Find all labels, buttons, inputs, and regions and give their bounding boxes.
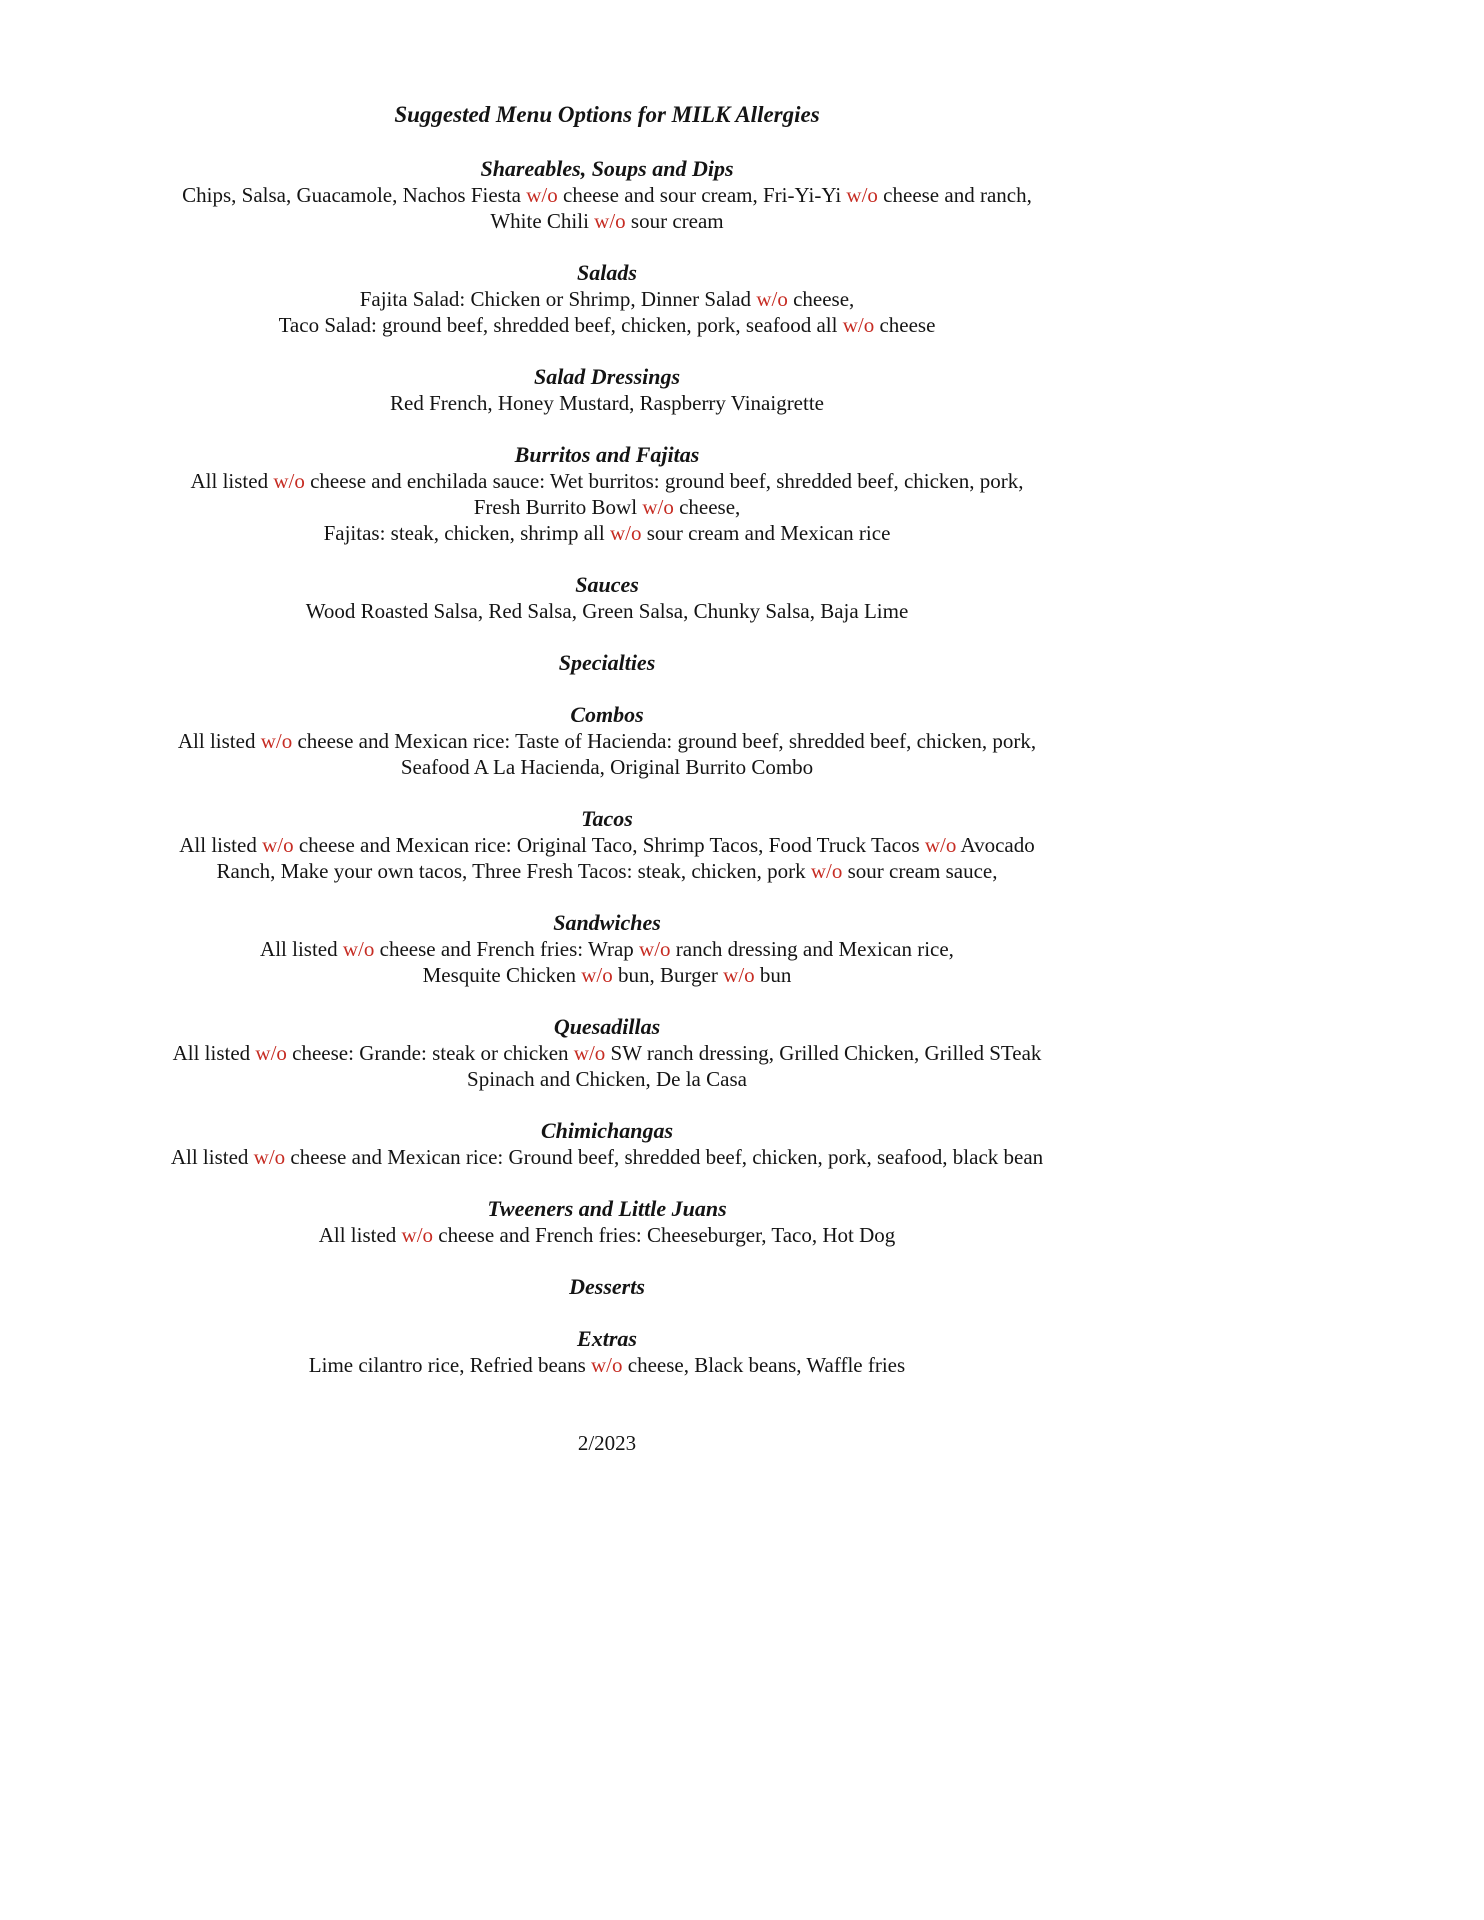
- section-quesadillas: [148, 1014, 1066, 1092]
- menu-line: Mesquite Chicken w/o bun, Burger w/o bun: [422, 963, 792, 987]
- without-marker: w/o: [255, 1041, 287, 1065]
- menu-line: All listed w/o cheese and French fries: Cheeseburger, Taco, Hot Dog: [318, 1223, 896, 1247]
- menu-line: Fajitas: steak, chicken, shrimp all w/o sour cream and Mexican rice: [323, 521, 891, 545]
- menu-line: All listed w/o cheese and French fries: Wrap w/o ranch dressing and Mexican rice,: [260, 937, 954, 961]
- section-heading: Specialties: [558, 650, 656, 675]
- section-heading: Burritos and Fajitas: [514, 442, 700, 467]
- without-marker: w/o: [273, 469, 305, 493]
- section-combos: [148, 702, 1066, 780]
- section-heading: Tweeners and Little Juans: [487, 1196, 727, 1221]
- without-marker: w/o: [756, 287, 788, 311]
- menu-line: Chips, Salsa, Guacamole, Nachos Fiesta w/o cheese and sour cream, Fri-Yi-Yi w/o cheese and ranch,: [182, 183, 1032, 207]
- page-title: Suggested Menu Options for MILK Allergies: [394, 102, 820, 127]
- without-marker: w/o: [581, 963, 613, 987]
- section-heading: Quesadillas: [553, 1014, 661, 1039]
- without-marker: w/o: [723, 963, 755, 987]
- without-marker: w/o: [573, 1041, 606, 1065]
- section-burritos-and-fajitas: [148, 442, 1066, 546]
- section-desserts: [148, 1274, 1066, 1300]
- without-marker: w/o: [342, 937, 375, 961]
- section-salad-dressings: [148, 364, 1066, 416]
- section-heading: Tacos: [581, 806, 633, 831]
- menu-line: All listed w/o cheese and Mexican rice: Ground beef, shredded beef, chicken, pork, seafood, black bean: [170, 1145, 1044, 1169]
- section-tweeners-and-little-juans: [148, 1196, 1066, 1248]
- without-marker: w/o: [639, 937, 671, 961]
- menu-line: Fresh Burrito Bowl w/o cheese,: [473, 495, 741, 519]
- section-heading: Sauces: [575, 572, 639, 597]
- without-marker: w/o: [810, 859, 843, 883]
- menu-line: All listed w/o cheese and Mexican rice: Taste of Hacienda: ground beef, shredded beef, chicken, pork,: [177, 729, 1037, 753]
- section-heading: Desserts: [569, 1274, 645, 1299]
- without-marker: w/o: [260, 729, 293, 753]
- section-heading: Combos: [570, 702, 644, 727]
- without-marker: w/o: [594, 209, 626, 233]
- without-marker: w/o: [609, 521, 642, 545]
- menu-line: Ranch, Make your own tacos, Three Fresh Tacos: steak, chicken, pork w/o sour cream sauce,: [216, 859, 998, 883]
- menu-line: Fajita Salad: Chicken or Shrimp, Dinner Salad w/o cheese,: [359, 287, 855, 311]
- document-content: [148, 102, 1066, 1456]
- menu-line: All listed w/o cheese and Mexican rice: Original Taco, Shrimp Tacos, Food Truck Tacos w/o Avocado: [179, 833, 1035, 857]
- section-heading: Chimichangas: [540, 1118, 674, 1143]
- section-heading: Salads: [577, 260, 637, 285]
- section-heading: Shareables, Soups and Dips: [480, 156, 734, 181]
- section-sauces: [148, 572, 1066, 624]
- section-chimichangas: [148, 1118, 1066, 1170]
- section-tacos: [148, 806, 1066, 884]
- without-marker: w/o: [924, 833, 957, 857]
- menu-line: All listed w/o cheese: Grande: steak or chicken w/o SW ranch dressing, Grilled Chicken, Grilled STeak: [172, 1041, 1042, 1065]
- section-heading: Salad Dressings: [533, 364, 681, 389]
- section-specialties: [148, 650, 1066, 676]
- menu-line: All listed w/o cheese and enchilada sauce: Wet burritos: ground beef, shredded beef, chicken, pork,: [190, 469, 1024, 493]
- without-marker: w/o: [846, 183, 878, 207]
- without-marker: w/o: [253, 1145, 286, 1169]
- section-salads: [148, 260, 1066, 338]
- menu-line: Spinach and Chicken, De la Casa: [467, 1067, 747, 1091]
- section-heading: Extras: [577, 1326, 637, 1351]
- menu-line: White Chili w/o sour cream: [490, 209, 724, 233]
- menu-line: Taco Salad: ground beef, shredded beef, chicken, pork, seafood all w/o cheese: [278, 313, 936, 337]
- without-marker: w/o: [591, 1353, 623, 1377]
- without-marker: w/o: [642, 495, 674, 519]
- menu-line: Red French, Honey Mustard, Raspberry Vinaigrette: [390, 391, 824, 415]
- section-extras: [148, 1326, 1066, 1378]
- without-marker: w/o: [526, 183, 558, 207]
- section-sandwiches: [148, 910, 1066, 988]
- menu-line: Lime cilantro rice, Refried beans w/o cheese, Black beans, Waffle fries: [308, 1353, 906, 1377]
- without-marker: w/o: [401, 1223, 434, 1247]
- page-footer-date: 2/2023: [577, 1431, 637, 1455]
- menu-line: Wood Roasted Salsa, Red Salsa, Green Salsa, Chunky Salsa, Baja Lime: [305, 599, 909, 623]
- without-marker: w/o: [842, 313, 875, 337]
- without-marker: w/o: [262, 833, 294, 857]
- menu-line: Seafood A La Hacienda, Original Burrito Combo: [400, 755, 814, 779]
- section-heading: Sandwiches: [553, 910, 661, 935]
- section-shareables-soups-and-dips: [148, 156, 1066, 234]
